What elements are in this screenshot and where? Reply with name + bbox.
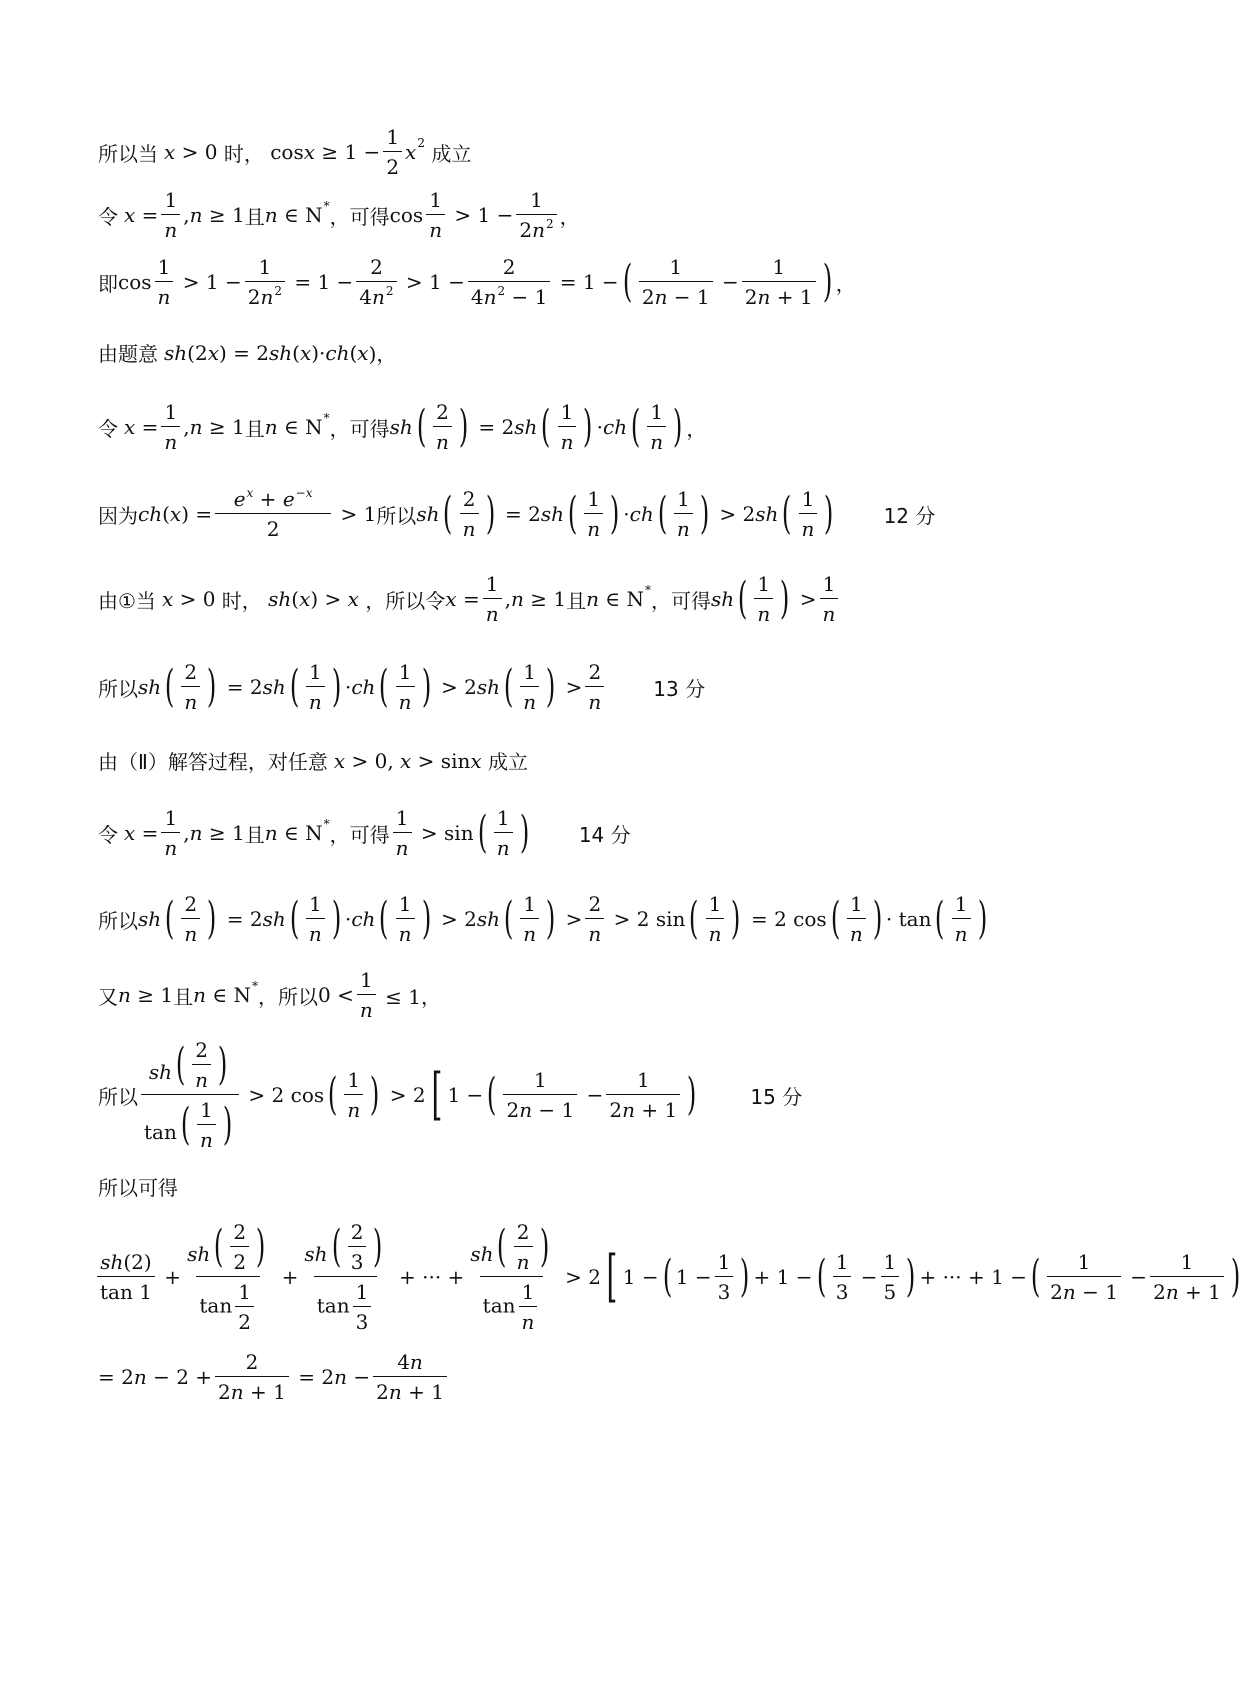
text-kede: ，可得 [650,588,711,613]
line-7: 由①当 x > 0 时， sh ( x ) > x ，所以令 x = $\frac{1}{n}$ , n ≥ 1 且 n ∈ N * ，可得 sh ( $\frac{1}{n}$ ) > $\frac{1}{n}$ [98,572,841,626]
line-12: 又 n ≥ 1 且 n ∈ N * ，所以 0 < $\frac{1}{n}$ ≤ 1， [98,968,441,1022]
score-12: 12 分 [883,503,936,528]
text-kede: ，可得 [329,416,390,441]
text-suoyi-dang: 所以当 [98,141,158,166]
text-suoyi-kede: 所以可得 [98,1176,178,1200]
line-8: 所以 sh ( $\frac{2}{n}$ ) = 2 sh ( $\frac{1}{n}$ ) · ch ( $\frac{1}{n}$ ) > 2 sh ( $\frac{1}{n}$ ) > $\frac{2}{n}$ 13 分 [98,660,706,714]
line-3: 即 cos $\frac{1}{n}$ > 1 − $\frac{1}{2n^2}$ = 1 − $\frac{2}{4n^2}$ > 1 − $\frac{2}{4n^2 - 1}$ = 1 − ( $\frac{1}{2n - 1}$ − $\frac{1}{2n + 1}$ ) ， [98,255,856,309]
line-15: $\frac{sh(2)}{\tan 1}$ + sh ( $\frac{2}{2}$ ) tan $\frac{1}{2}$ + sh ( $\frac{2}{3}$ ) tan $\frac{1}{3}$ + ··· + sh ( $\frac{2}{n}$ ) tan $\frac{1}{n}$ > 2 [ 1 − ( 1 − $\frac{1}{3}$ ) + 1 − ( $\frac{1}{3}$ − $\frac{1}{5}$ ) + ··· + 1 − ( $\frac{1}{2n - 1}$ − $\frac{1}{2n + 1}$ ) [94,1220,1244,1334]
text-suoyi: ，所以 [258,984,319,1009]
text-you1-dang: 由①当 [98,588,156,613]
text-qie: 且 [244,822,265,847]
line-16: = 2 n − 2 + $\frac{2}{2n + 1}$ = 2 n − $\frac{4n}{2n + 1}$ [98,1350,450,1404]
line-2: 令 x = $\frac{1}{n}$ , n ≥ 1 且 n ∈ N * ，可得 cos $\frac{1}{n}$ > 1 − $\frac{1}{2n^2}$ ， [98,188,580,242]
line-11: 所以 sh ( $\frac{2}{n}$ ) = 2 sh ( $\frac{1}{n}$ ) · ch ( $\frac{1}{n}$ ) > 2 sh ( $\frac{1}{n}$ ) > $\frac{2}{n}$ > 2 sin ( $\frac{1}{n}$ ) = 2 cos ( $\frac{1}{n}$ ) · tan ( $\frac{1}{n}$ ) [98,892,987,946]
score-14: 14 分 [578,822,631,847]
line-4: 由题意 sh (2 x ) = 2 sh ( x )· ch ( x )， [98,338,396,367]
text-chengli: 成立 [431,141,472,166]
fraction: $\frac{1}{2}$ [383,125,402,179]
line-13: 所以 sh ( $\frac{2}{n}$ ) tan ( $\frac{1}{n}$ ) > 2 cos ( $\frac{1}{n}$ ) > 2 [ 1 − ( $\frac{1}{2n - 1}$ − $\frac{1}{2n + 1}$ ) 15 分 [98,1038,803,1152]
text-suoyi: 所以 [98,1084,138,1109]
text-qie: 且 [244,204,265,229]
text-suoyi-ling: ，所以令 [365,588,446,613]
text-suoyi: 所以 [98,676,138,701]
score-15: 15 分 [750,1084,803,1109]
text-ling: 令 [98,416,118,441]
line-5: 令 x = $\frac{1}{n}$ , n ≥ 1 且 n ∈ N * ，可得 sh ( $\frac{2}{n}$ ) = 2 sh ( $\frac{1}{n}$ ) · ch ( $\frac{1}{n}$ ) ， [98,400,707,454]
text-qie: 且 [244,416,265,441]
text-ling: 令 [98,204,118,229]
line-9: 由（Ⅱ）解答过程，对任意 x > 0, x > sin x 成立 [98,746,528,775]
text-chengli: 成立 [487,750,528,774]
text-you: 又 [98,984,118,1009]
text-suoyi: 所以 [98,908,138,933]
text-suoyi: 所以 [376,503,417,528]
text-yinwei: 因为 [98,503,138,528]
fraction: $\frac{1}{2n^2}$ [516,188,556,242]
fraction: $\frac{1}{n}$ [161,188,180,242]
fraction: $\frac{1}{n}$ [426,188,445,242]
line-6: 因为 ch ( x ) = $\frac{e^x + e^{-x}}{2}$ > 1 所以 sh ( $\frac{2}{n}$ ) = 2 sh ( $\frac{1}{n}$ ) · ch ( $\frac{1}{n}$ ) > 2 sh ( $\frac{1}{n}$ ) 12 分 [98,486,936,541]
text-youtiyi: 由题意 [98,342,158,366]
text-qie: 且 [173,984,194,1009]
text-you2: 由（Ⅱ）解答过程，对任意 [98,750,328,774]
text-shi: 时， [223,141,264,166]
line-14 [98,1172,178,1201]
text-kede: ，可得 [329,204,390,229]
text-qie: 且 [566,588,587,613]
text-kede: ，可得 [329,822,390,847]
line-10: 令 x = $\frac{1}{n}$ , n ≥ 1 且 n ∈ N * ，可得 $\frac{1}{n}$ > sin ( $\frac{1}{n}$ ) 14 分 [98,806,631,860]
line-1: 所以当 x > 0 时， cos x ≥ 1 − $\frac{1}{2}$ x 2 成立 [98,125,472,179]
score-13: 13 分 [653,676,706,701]
text-ling: 令 [98,822,118,847]
text-shi: 时， [221,588,262,613]
text-ji: 即 [98,271,118,296]
